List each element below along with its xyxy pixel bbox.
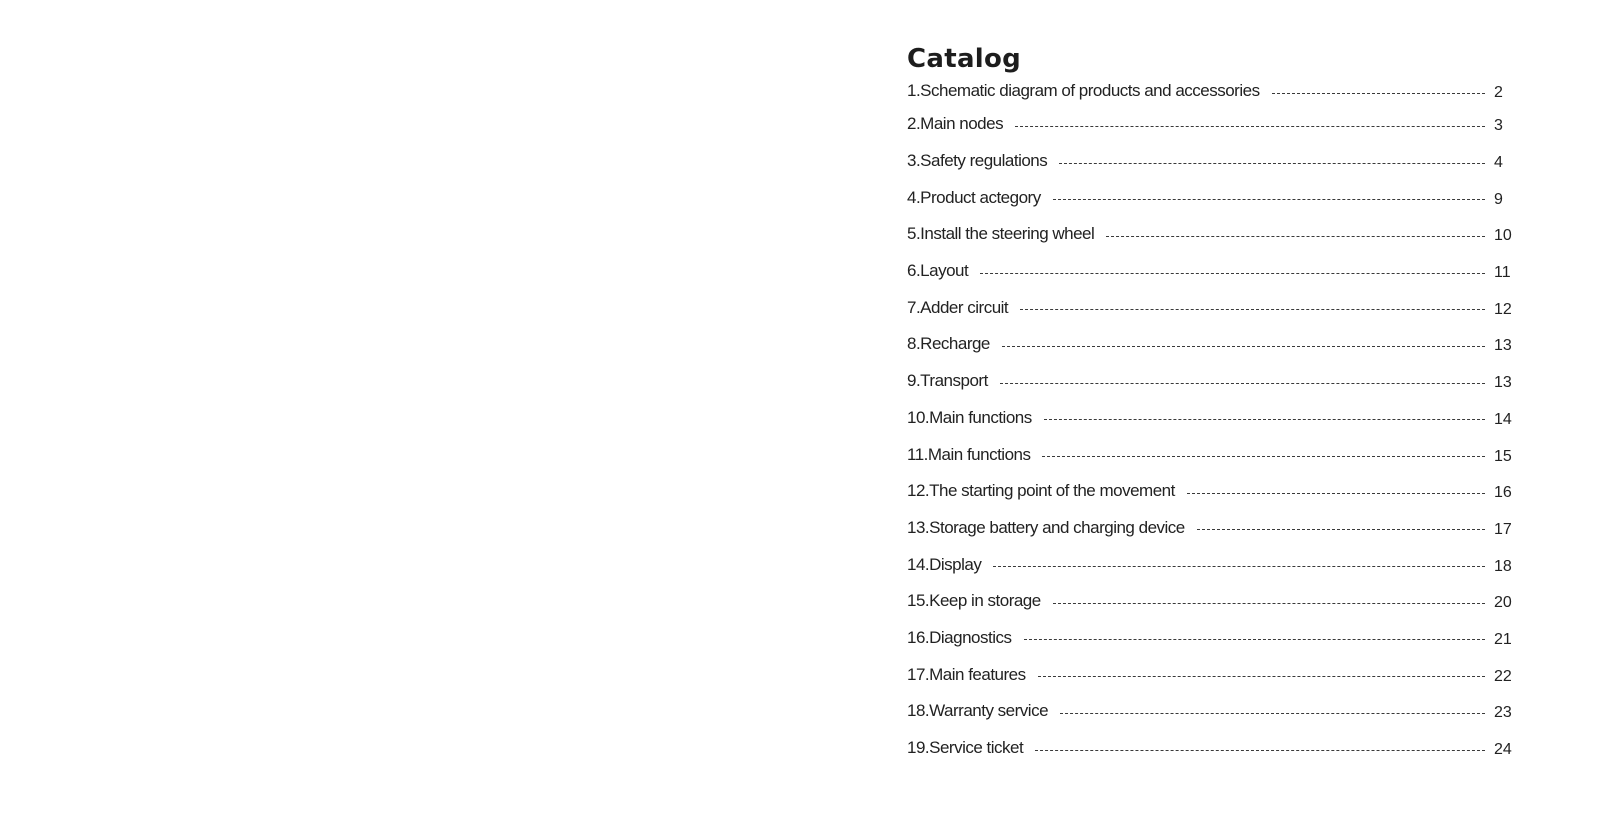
toc-entry-title: 19.Service ticket	[907, 738, 1024, 758]
toc-entry[interactable]	[907, 693, 1522, 730]
toc-entry-title: 8.Recharge	[907, 334, 990, 354]
toc-entry[interactable]	[907, 436, 1522, 473]
toc-entry-title: 3.Safety regulations	[907, 151, 1048, 171]
toc-entry-title: 17.Main features	[907, 664, 1026, 684]
toc-entry-page-number: 13	[1494, 374, 1512, 392]
toc-dotted-leader	[1197, 529, 1485, 530]
toc-entry-page-number: 12	[1494, 300, 1512, 318]
catalog-title: Catalog	[907, 44, 1022, 74]
toc-dotted-leader	[1024, 639, 1485, 640]
toc-dotted-leader	[1042, 456, 1485, 457]
toc-entry-title: 10.Main functions	[907, 407, 1032, 427]
toc-entry[interactable]	[907, 730, 1522, 767]
toc-entry-page-number: 16	[1494, 484, 1512, 502]
toc-entry-title: 11.Main functions	[907, 444, 1031, 464]
toc-entry-title: 4.Product actegory	[907, 187, 1041, 207]
toc-entry[interactable]	[907, 253, 1522, 290]
toc-entry-title: 15.Keep in storage	[907, 591, 1041, 611]
toc-entry-page-number: 18	[1494, 557, 1512, 575]
toc-entry-title: 18.Warranty service	[907, 701, 1049, 721]
toc-dotted-leader	[1000, 383, 1485, 384]
toc-entry-page-number: 23	[1494, 704, 1512, 722]
toc-entry-title: 1.Schematic diagram of products and accessories	[907, 81, 1260, 100]
toc-entry[interactable]	[907, 620, 1522, 657]
toc-entry-page-number: 13	[1494, 337, 1512, 355]
toc-entry-page-number: 21	[1494, 630, 1512, 648]
toc-entry-page-number: 3	[1494, 117, 1503, 135]
toc-entry-page-number: 14	[1494, 410, 1512, 428]
toc-dotted-leader	[1059, 163, 1485, 164]
toc-entry-title: 7.Adder circuit	[907, 297, 1009, 317]
toc-entry[interactable]	[907, 106, 1522, 143]
toc-entry-title: 13.Storage battery and charging device	[907, 517, 1185, 537]
toc-entry[interactable]	[907, 216, 1522, 253]
toc-entry-title: 9.Transport	[907, 371, 988, 391]
toc-dotted-leader	[1053, 199, 1485, 200]
toc-entry[interactable]	[907, 363, 1522, 400]
toc-entry-page-number: 22	[1494, 667, 1512, 685]
toc-dotted-leader	[1002, 346, 1485, 347]
toc-entry-page-number: 15	[1494, 447, 1512, 465]
toc-dotted-leader	[980, 273, 1485, 274]
toc-entry[interactable]	[907, 179, 1522, 216]
toc-dotted-leader	[1053, 603, 1485, 604]
toc-entry[interactable]	[907, 143, 1522, 180]
toc-dotted-leader	[1038, 676, 1485, 677]
toc-entry-page-number: 17	[1494, 520, 1512, 538]
toc-entry[interactable]	[907, 583, 1522, 620]
toc-dotted-leader	[1187, 493, 1485, 494]
toc-entry-title: 16.Diagnostics	[907, 627, 1012, 647]
toc-entry-page-number: 11	[1494, 264, 1511, 282]
toc-entry-title: 12.The starting point of the movement	[907, 481, 1175, 501]
catalog-section	[907, 42, 1522, 766]
toc-entry[interactable]	[907, 400, 1522, 437]
toc-entry[interactable]	[907, 473, 1522, 510]
toc-dotted-leader	[1020, 309, 1485, 310]
toc-dotted-leader	[1015, 126, 1485, 127]
toc-entry-page-number: 20	[1494, 594, 1512, 612]
toc-entry-page-number: 4	[1494, 154, 1503, 172]
toc-dotted-leader	[1272, 93, 1485, 94]
toc-entry-title: 5.Install the steering wheel	[907, 224, 1095, 244]
toc-dotted-leader	[1035, 750, 1485, 751]
toc-dotted-leader	[993, 566, 1485, 567]
toc-entry[interactable]	[907, 546, 1522, 583]
toc-dotted-leader	[1060, 713, 1485, 714]
toc-entry[interactable]	[907, 76, 1522, 106]
toc-entry-page-number: 10	[1494, 227, 1512, 245]
toc-entry-title: 2.Main nodes	[907, 114, 1004, 134]
toc-entry-page-number: 24	[1494, 741, 1512, 759]
toc-entry[interactable]	[907, 656, 1522, 693]
toc-entry-page-number: 2	[1494, 84, 1503, 101]
toc-entry[interactable]	[907, 510, 1522, 547]
toc-entry-title: 6.Layout	[907, 261, 969, 281]
toc-entry[interactable]	[907, 289, 1522, 326]
toc-entry[interactable]	[907, 326, 1522, 363]
toc-dotted-leader	[1044, 419, 1485, 420]
toc-list	[907, 76, 1522, 766]
toc-entry-page-number: 9	[1494, 190, 1503, 208]
toc-dotted-leader	[1106, 236, 1485, 237]
toc-entry-title: 14.Display	[907, 554, 982, 574]
